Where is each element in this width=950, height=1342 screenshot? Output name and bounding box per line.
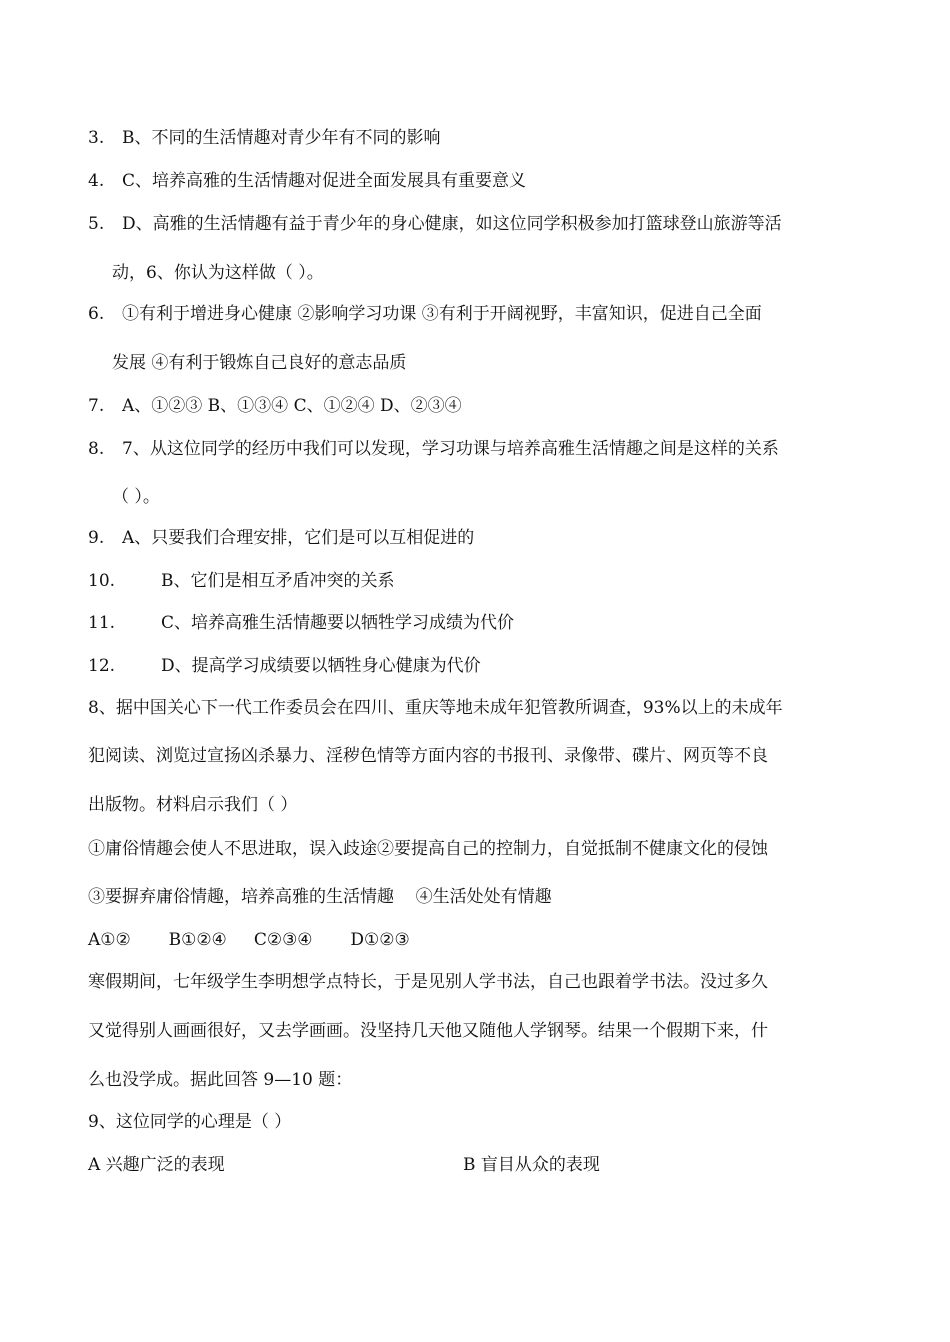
item-text: B、不同的生活情趣对青少年有不同的影响 bbox=[122, 128, 441, 148]
item-number: 6. bbox=[88, 304, 105, 324]
list-item-4 bbox=[88, 170, 526, 192]
item-number: 9. bbox=[88, 528, 105, 548]
question-8-line-3: 出版物。材料启示我们（ ） bbox=[88, 795, 298, 815]
list-item-8 bbox=[88, 438, 779, 460]
question-8-line-1: 8、据中国关心下一代工作委员会在四川、重庆等地未成年犯管教所调查，93%以上的未成年 bbox=[88, 698, 783, 718]
list-item-3 bbox=[88, 127, 441, 149]
item-text: C、培养高雅生活情趣要以牺牲学习成绩为代价 bbox=[161, 613, 515, 633]
list-item-9 bbox=[88, 527, 474, 549]
item-text: A、只要我们合理安排，它们是可以互相促进的 bbox=[122, 528, 475, 548]
item-number: 10. bbox=[88, 571, 116, 591]
item-number: 12. bbox=[88, 656, 116, 676]
item-number: 3. bbox=[88, 128, 105, 148]
item-number: 5. bbox=[88, 214, 105, 234]
list-item-10 bbox=[88, 570, 395, 592]
item-text-continuation: 动，6、你认为这样做（ ）。 bbox=[112, 263, 324, 283]
item-text: D、提高学习成绩要以牺牲身心健康为代价 bbox=[161, 656, 481, 676]
question-8-options: A①② B①②④ C②③④ D①②③ bbox=[88, 930, 410, 950]
list-item-7 bbox=[88, 395, 462, 417]
list-item-6 bbox=[88, 303, 762, 325]
item-text-continuation: 发展 ④有利于锻炼自己良好的意志品质 bbox=[112, 353, 407, 373]
question-8-statements-1: ①庸俗情趣会使人不思进取，误入歧途②要提高自己的控制力，自觉抵制不健康文化的侵蚀 bbox=[88, 839, 768, 859]
question-9-option-a: A 兴趣广泛的表现 bbox=[88, 1155, 225, 1175]
passage-line-2: 又觉得别人画画很好，又去学画画。没坚持几天他又随他人学钢琴。结果一个假期下来，什 bbox=[88, 1021, 768, 1041]
item-number: 8. bbox=[88, 439, 105, 459]
list-item-8-continuation bbox=[112, 486, 160, 508]
item-number: 7. bbox=[88, 396, 105, 416]
passage-line-1: 寒假期间，七年级学生李明想学点特长，于是见别人学书法，自己也跟着学书法。没过多久 bbox=[88, 972, 768, 992]
item-text: 7、从这位同学的经历中我们可以发现，学习功课与培养高雅生活情趣之间是这样的关系 bbox=[122, 439, 779, 459]
list-item-6-continuation bbox=[112, 352, 406, 374]
list-item-11 bbox=[88, 612, 514, 634]
list-item-5-continuation bbox=[112, 262, 324, 284]
item-text: ①有利于增进身心健康 ②影响学习功课 ③有利于开阔视野，丰富知识，促进自己全面 bbox=[122, 304, 762, 324]
item-text: C、培养高雅的生活情趣对促进全面发展具有重要意义 bbox=[122, 171, 527, 191]
list-item-5 bbox=[88, 213, 782, 235]
item-number: 4. bbox=[88, 171, 105, 191]
question-9-stem: 9、这位同学的心理是（ ） bbox=[88, 1112, 292, 1132]
item-text: D、高雅的生活情趣有益于青少年的身心健康，如这位同学积极参加打篮球登山旅游等活 bbox=[122, 214, 782, 234]
item-text-continuation: （ ）。 bbox=[112, 487, 160, 507]
item-number: 11. bbox=[88, 613, 116, 633]
list-item-12 bbox=[88, 655, 481, 677]
item-text: A、①②③ B、①③④ C、①②④ D、②③④ bbox=[122, 396, 462, 416]
question-9-option-b: B 盲目从众的表现 bbox=[463, 1155, 600, 1175]
item-text: B、它们是相互矛盾冲突的关系 bbox=[161, 571, 395, 591]
passage-line-3: 么也没学成。据此回答 9—10 题： bbox=[88, 1070, 353, 1090]
question-8-statements-2: ③要摒弃庸俗情趣，培养高雅的生活情趣 ④生活处处有情趣 bbox=[88, 887, 552, 907]
question-8-line-2: 犯阅读、浏览过宣扬凶杀暴力、淫秽色情等方面内容的书报刊、录像带、碟片、网页等不良 bbox=[88, 746, 768, 766]
